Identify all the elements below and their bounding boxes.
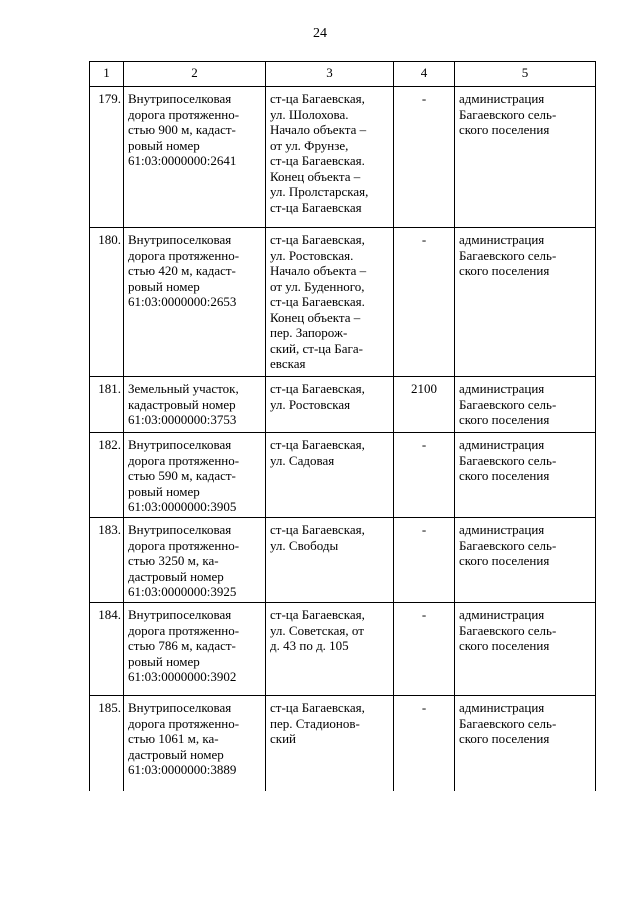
column-header-1: 1 [90, 62, 124, 87]
object-name-cell [124, 228, 266, 377]
object-area-cell: - [394, 228, 455, 377]
row-number-cell: 179. [90, 87, 124, 228]
object-name-cell-line: дастровый номер [128, 746, 224, 762]
object-address-cell-line: от ул. Буденного, [270, 278, 365, 294]
object-address-cell-line: ул. Пролстарская, [270, 184, 369, 199]
right-holder-cell-line: ского поселения [459, 122, 550, 137]
object-address-cell-line: Начало объекта – [270, 122, 367, 137]
object-address-cell-line: ст-ца Багаевская. [270, 294, 365, 309]
object-name-cell-line: 61:03:0000000:3905 [128, 499, 237, 514]
object-address-cell-line: ул. Ростовская. [270, 247, 354, 263]
object-name-cell-line: Внутрипоселковая [128, 437, 232, 452]
table-row [90, 377, 596, 433]
object-name-cell-line: 61:03:0000000:3889 [128, 762, 237, 777]
right-holder-cell-line: администрация [459, 437, 545, 452]
object-name-cell-line: 61:03:0000000:3753 [128, 412, 237, 427]
object-name-cell-line: дорога протяженно- [128, 622, 240, 638]
object-name-cell-line: 61:03:0000000:3902 [128, 669, 237, 684]
property-registry-table [89, 61, 596, 791]
right-holder-cell-line: Багаевского сель- [459, 715, 557, 731]
object-name-cell-line: дорога протяженно- [128, 452, 240, 468]
object-address-cell-line: евская [270, 356, 306, 371]
table-body [90, 87, 596, 791]
column-header-5: 5 [455, 62, 596, 87]
right-holder-cell-line: Багаевского сель- [459, 106, 557, 122]
right-holder-cell-line: ского поселения [459, 263, 550, 278]
object-name-cell-line: дорога протяженно- [128, 715, 240, 731]
object-name-cell [124, 603, 266, 696]
object-name-cell-line: Внутрипоселковая [128, 700, 232, 715]
object-address-cell-line: ст-ца Багаевская, [270, 91, 365, 106]
column-header-3: 3 [266, 62, 394, 87]
object-name-cell-line: кадастровый номер [128, 396, 236, 412]
object-name-cell [124, 377, 266, 433]
object-address-cell-line: ул. Советская, от [270, 622, 364, 638]
object-address-cell-line: д. 43 по д. 105 [270, 638, 349, 653]
right-holder-cell-line: администрация [459, 232, 545, 247]
object-name-cell-line: стью 590 м, кадаст- [128, 468, 236, 483]
object-name-cell [124, 696, 266, 791]
object-name-cell-line: стью 900 м, кадаст- [128, 122, 236, 137]
right-holder-cell-line: Багаевского сель- [459, 537, 557, 553]
right-holder-cell-line: администрация [459, 381, 545, 396]
column-header-4: 4 [394, 62, 455, 87]
object-address-cell-line: ул. Садовая [270, 452, 335, 468]
right-holder-cell-line: администрация [459, 91, 545, 106]
right-holder-cell-line: администрация [459, 607, 545, 622]
row-number-cell: 184. [90, 603, 124, 696]
object-address-cell-line: ст-ца Багаевская. [270, 153, 365, 168]
object-name-cell-line: стью 1061 м, ка- [128, 731, 219, 746]
object-name-cell-line: стью 420 м, кадаст- [128, 263, 236, 278]
object-address-cell-line: ст-ца Багаевская, [270, 381, 365, 396]
object-address-cell [266, 377, 394, 433]
object-area-cell: - [394, 87, 455, 228]
object-area-cell: - [394, 433, 455, 518]
object-address-cell-line: ский [270, 731, 296, 746]
table-row [90, 518, 596, 603]
object-address-cell [266, 518, 394, 603]
object-area-cell: - [394, 696, 455, 791]
object-name-cell-line: Внутрипоселковая [128, 607, 232, 622]
right-holder-cell-line: Багаевского сель- [459, 452, 557, 468]
object-name-cell-line: Земельный участок, [128, 381, 239, 396]
right-holder-cell-line: Багаевского сель- [459, 622, 557, 638]
table-row [90, 696, 596, 791]
object-address-cell-line: пер. Запорож- [270, 325, 348, 340]
object-name-cell-line: ровый номер [128, 137, 200, 153]
object-name-cell-line: 61:03:0000000:2641 [128, 153, 237, 168]
object-address-cell-line: пер. Стадионов- [270, 715, 360, 731]
object-name-cell-line: стью 786 м, кадаст- [128, 638, 236, 653]
table-row [90, 228, 596, 377]
page-number: 24 [313, 26, 327, 41]
object-address-cell-line: ул. Свободы [270, 537, 339, 553]
right-holder-cell-line: Багаевского сель- [459, 247, 557, 263]
right-holder-cell [455, 696, 596, 791]
object-name-cell-line: дорога протяженно- [128, 537, 240, 553]
right-holder-cell-line: администрация [459, 522, 545, 537]
object-address-cell [266, 696, 394, 791]
table-header-row [90, 62, 596, 87]
object-area-cell: 2100 [394, 377, 455, 433]
row-number-cell: 185. [90, 696, 124, 791]
column-header-2: 2 [124, 62, 266, 87]
table-row [90, 603, 596, 696]
right-holder-cell [455, 377, 596, 433]
object-name-cell-line: Внутрипоселковая [128, 91, 232, 106]
object-name-cell-line: ровый номер [128, 653, 200, 669]
right-holder-cell-line: ского поселения [459, 553, 550, 568]
object-name-cell-line: Внутрипоселковая [128, 522, 232, 537]
row-number-cell: 180. [90, 228, 124, 377]
object-name-cell-line: стью 3250 м, ка- [128, 553, 219, 568]
object-address-cell-line: Конец объекта – [270, 168, 361, 184]
object-name-cell-line: ровый номер [128, 278, 200, 294]
object-name-cell-line: ровый номер [128, 483, 200, 499]
object-name-cell-line: Внутрипоселковая [128, 232, 232, 247]
object-address-cell-line: ский, ст-ца Бага- [270, 340, 363, 356]
right-holder-cell-line: ского поселения [459, 468, 550, 483]
right-holder-cell-line: ского поселения [459, 412, 550, 427]
object-address-cell [266, 603, 394, 696]
object-address-cell-line: от ул. Фрунзе, [270, 137, 349, 153]
object-name-cell-line: дорога протяженно- [128, 247, 240, 263]
right-holder-cell [455, 87, 596, 228]
object-address-cell-line: ул. Шолохова. [270, 106, 349, 122]
object-address-cell-line: ст-ца Багаевская, [270, 700, 365, 715]
object-address-cell-line: Начало объекта – [270, 263, 367, 278]
right-holder-cell-line: ского поселения [459, 731, 550, 746]
object-address-cell-line: ст-ца Багаевская, [270, 437, 365, 452]
table-row [90, 433, 596, 518]
right-holder-cell [455, 518, 596, 603]
row-number-cell: 182. [90, 433, 124, 518]
object-address-cell-line: Конец объекта – [270, 309, 361, 325]
row-number-cell: 183. [90, 518, 124, 603]
object-name-cell-line: 61:03:0000000:2653 [128, 294, 237, 309]
object-name-cell-line: 61:03:0000000:3925 [128, 584, 237, 599]
object-name-cell [124, 87, 266, 228]
object-area-cell: - [394, 603, 455, 696]
object-address-cell [266, 87, 394, 228]
right-holder-cell [455, 433, 596, 518]
right-holder-cell-line: Багаевского сель- [459, 396, 557, 412]
row-number-cell: 181. [90, 377, 124, 433]
object-name-cell [124, 433, 266, 518]
object-area-cell: - [394, 518, 455, 603]
object-address-cell-line: ст-ца Багаевская [270, 199, 362, 215]
object-name-cell-line: дорога протяженно- [128, 106, 240, 122]
object-address-cell-line: ст-ца Багаевская, [270, 232, 365, 247]
object-address-cell [266, 228, 394, 377]
object-address-cell [266, 433, 394, 518]
object-address-cell-line: ул. Ростовская [270, 396, 351, 412]
object-address-cell-line: ст-ца Багаевская, [270, 522, 365, 537]
object-name-cell-line: дастровый номер [128, 568, 224, 584]
right-holder-cell [455, 228, 596, 377]
object-name-cell [124, 518, 266, 603]
right-holder-cell-line: администрация [459, 700, 545, 715]
table-row [90, 87, 596, 228]
right-holder-cell-line: ского поселения [459, 638, 550, 653]
object-address-cell-line: ст-ца Багаевская, [270, 607, 365, 622]
right-holder-cell [455, 603, 596, 696]
